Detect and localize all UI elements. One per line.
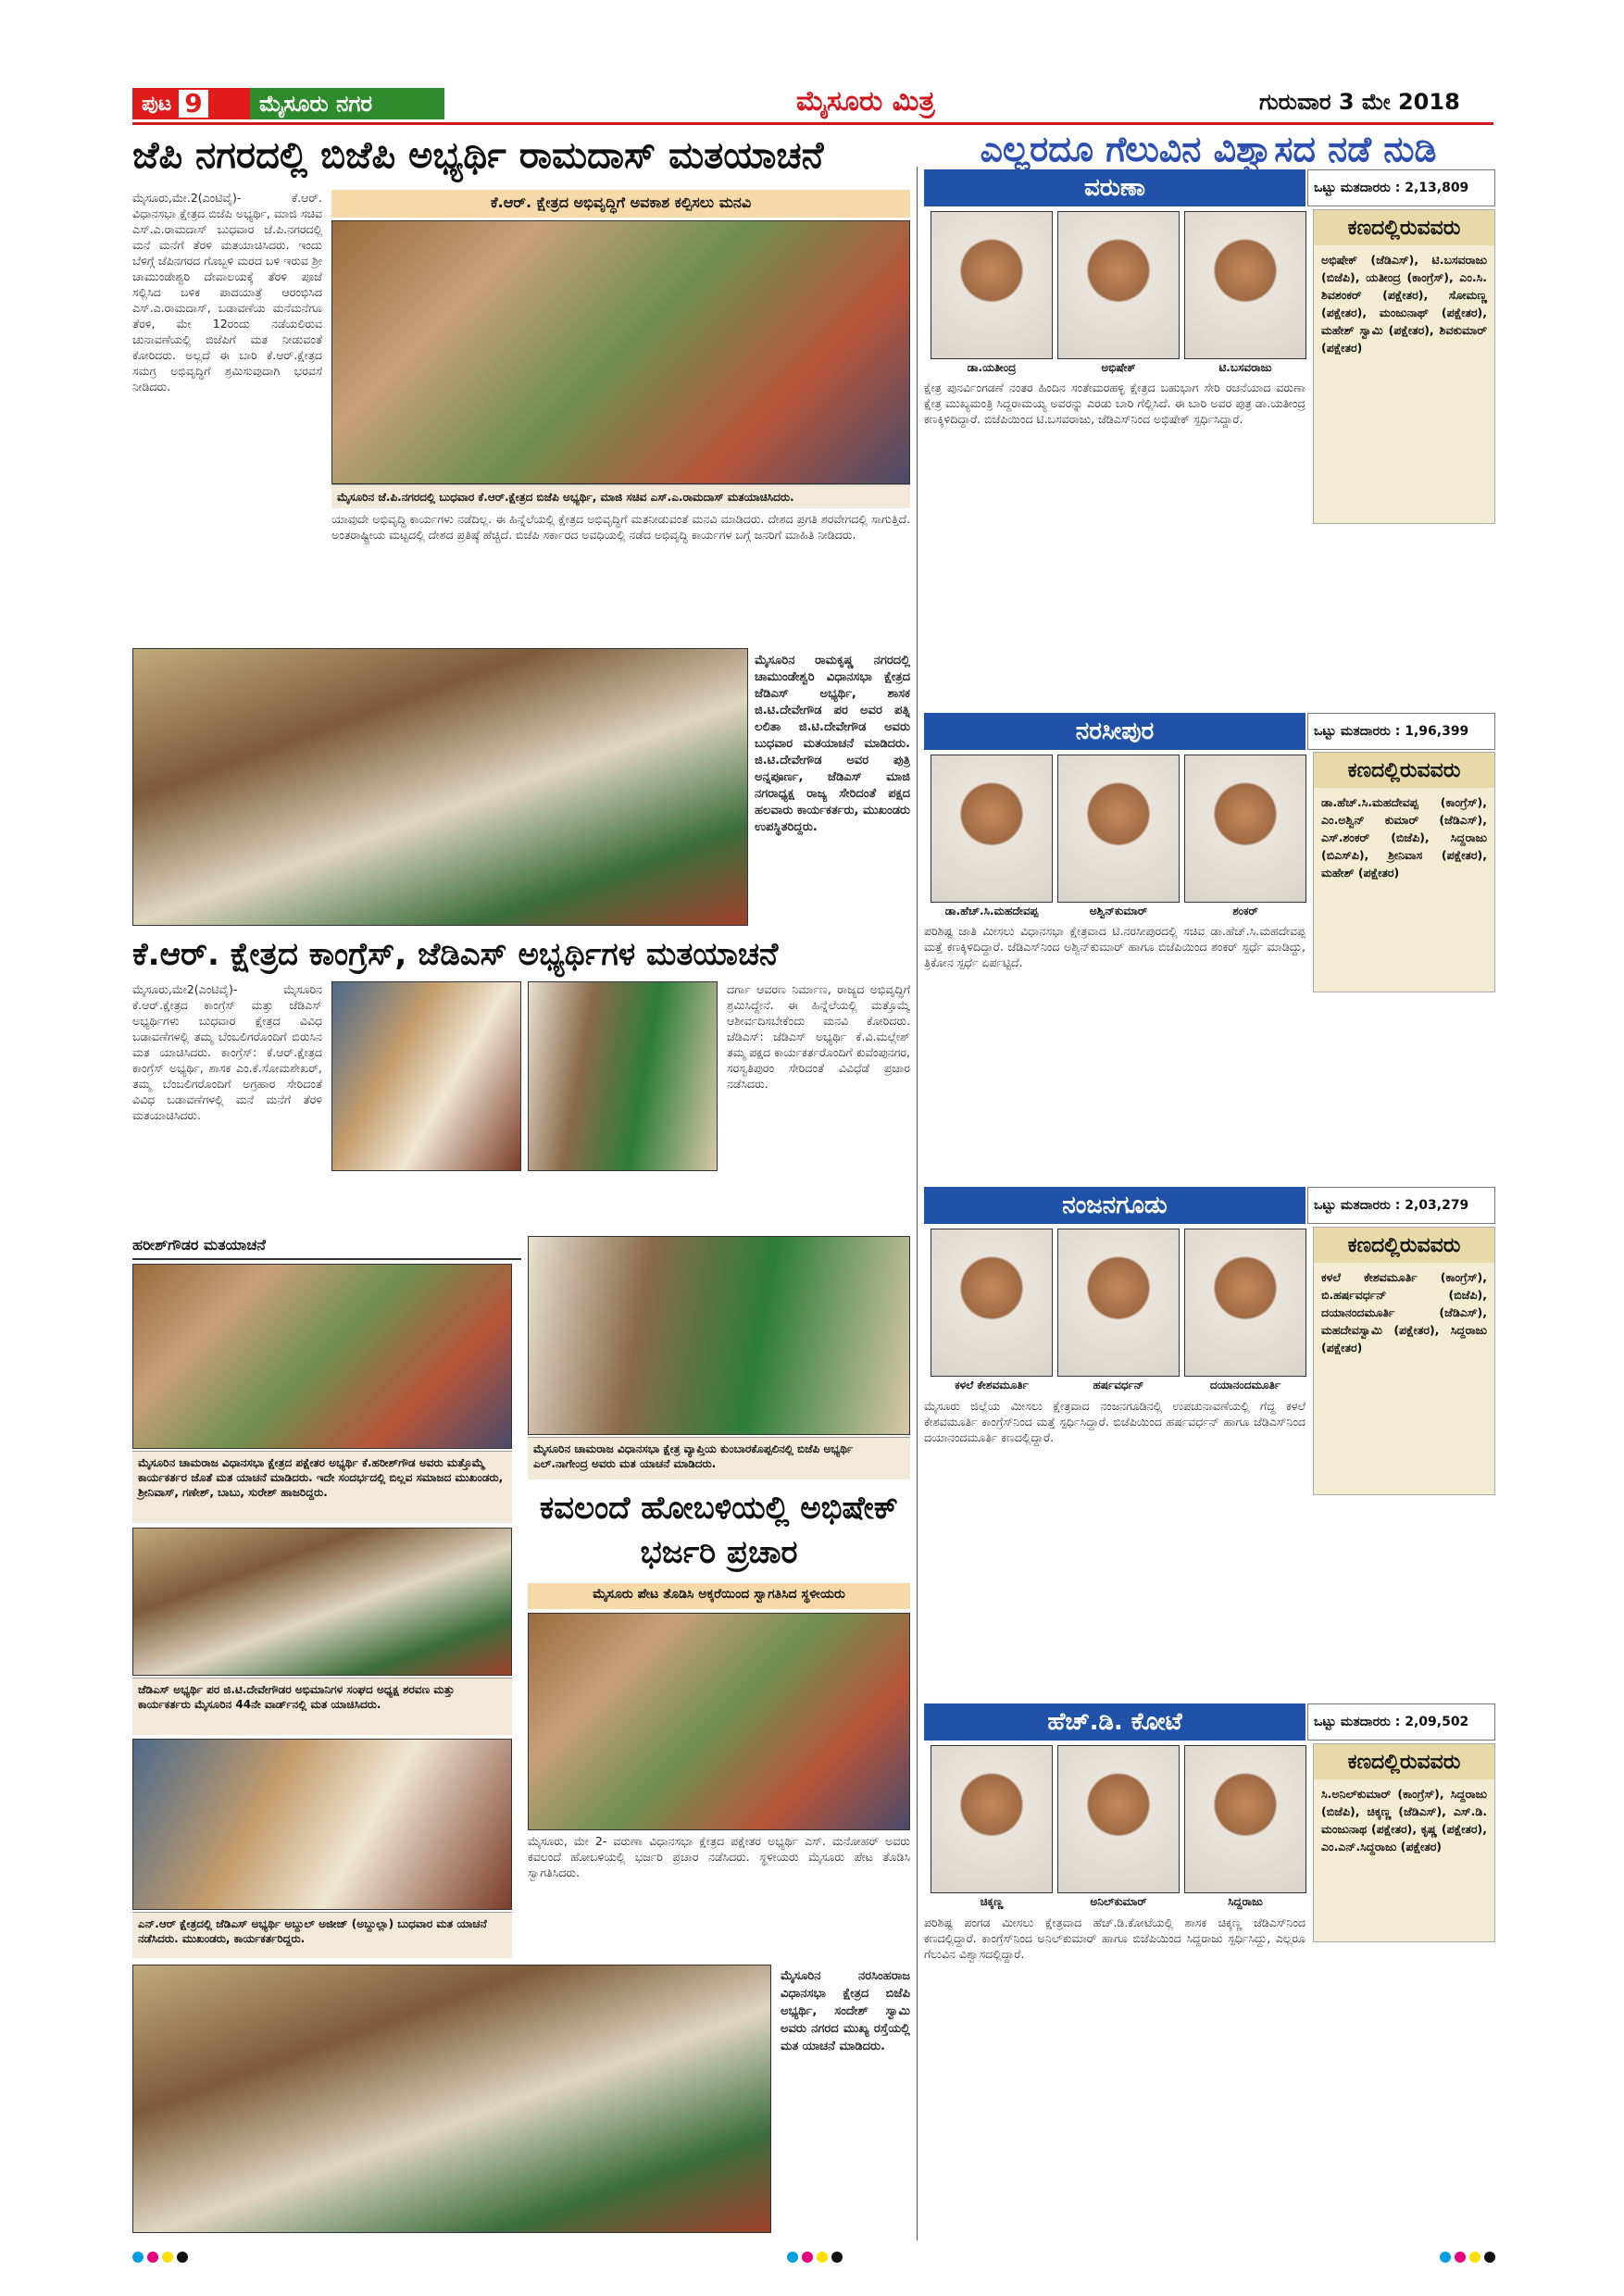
candidate-name: ಟಿ.ಬಸವರಾಜು [1218,361,1272,374]
voter-count-nanjangud: ಒಟ್ಟು ಮತದಾರರು : 2,03,279 [1307,1187,1495,1224]
contestants-heading: ಕಣದಲ್ಲಿರುವವರು [1314,1228,1494,1263]
candidate-name: ಅಶ್ವಿನ್‌ಕುಮಾರ್ [1089,905,1148,917]
section-title: ಮೈಸೂರು ನಗರ [250,88,444,119]
contestants-list: ಕಳಲೆ ಕೇಶವಮೂರ್ತಿ (ಕಾಂಗ್ರೆಸ್), ಬಿ.ಹರ್ಷವರ್ಧನ್ (ಬಿಜೆಪಿ), ದಯಾನಂದಮೂರ್ತಿ (ಜೆಡಿಎಸ್), ಮಹದೇವಸ್ವಾಮಿ (ಪಕ್ಷೇತರ), ಸಿದ್ದರಾಜು (ಪಕ್ಷೇತರ) [1321,1270,1487,1354]
voter-count-varuna: ಒಟ್ಟು ಮತದಾರರು : 2,13,809 [1307,169,1495,206]
candidate-photo [931,755,1053,903]
constituency-text-varuna: ಕ್ಷೇತ್ರ ಪುನರ್ವಿಂಗಡಣೆ ನಂತರ ಹಿಂದಿನ ಸಂತೇಮರಹಳ್ಳಿ ಕ್ಷೇತ್ರದ ಬಹುಭಾಗ ಸೇರಿ ರಚನೆಯಾದ ವರುಣಾ ಕ್ಷೇತ್ರ ಮುಖ್ಯಮಂತ್ರಿ ಸಿದ್ದರಾಮಯ್ಯ ಅವರನ್ನು ಎರಡು ಬಾರಿ ಗೆಲ್ಲಿಸಿದೆ. ಈ ಬಾರಿ ಅವರ ಪುತ್ರ ಡಾ.ಯತೀಂದ್ರ ಕಣಕ್ಕಿಳಿದಿದ್ದಾರೆ. ಬಿಜೆಪಿಯಿಂದ ಟಿ.ಬಸವರಾಜು, ಜೆಡಿಎಸ್‌ನಿಂದ ಅಭಿಷೇಕ್ ಸ್ಪರ್ಧಿಸಿದ್ದಾರೆ. [924,381,1305,426]
page-label: ಪುಟ [142,92,172,116]
main-headline: ಜೆಪಿ ನಗರದಲ್ಲಿ ಬಿಜೆಪಿ ಅಭ್ಯರ್ಥಿ ರಾಮದಾಸ್ ಮತಯಾಚನೆ [132,134,824,177]
candidate-photo [1184,1745,1306,1893]
issue-date: ಗುರುವಾರ 3 ಮೇ 2018 [1259,89,1460,115]
contestants-heading: ಕಣದಲ್ಲಿರುವವರು [1314,210,1494,245]
candidate-photo [1184,211,1306,359]
photo-harish-gowda [132,1264,512,1449]
kr-story-continued: ದರ್ಗಾ ಆವರಣ ನಿರ್ಮಾಣ, ರಾಜ್ಯದ ಅಭಿವೃದ್ಧಿಗೆ ಶ್ರಮಿಸಿದ್ದೇನೆ. ಈ ಹಿನ್ನೆಲೆಯಲ್ಲಿ ಮತ್ತೊಮ್ಮೆ ಆಶೀರ್ವದಿಸಬೇಕೆಂದು ಮನವಿ ಕೋರಿದರು. ಜೆಡಿಎಸ್: ಜೆಡಿಎಸ್ ಅಭ್ಯರ್ಥಿ ಕೆ.ವಿ.ಮಲ್ಲೇಶ್ ತಮ್ಮ ಪಕ್ಷದ ಕಾರ್ಯಕರ್ತರೊಂದಿಗೆ ಕುವೆಂಪುನಗರ, ಸರಸ್ವತಿಪುರಂ ಸೇರಿದಂತೆ ವಿವಿಧೆಡೆ ಪ್ರಚಾರ ನಡೆಸಿದರು. [727,982,910,1091]
registration-marks [1440,2252,1495,2263]
kavalande-story-text: ಮೈಸೂರು, ಮೇ 2- ವರುಣಾ ವಿಧಾನಸಭಾ ಕ್ಷೇತ್ರದ ಪಕ್ಷೇತರ ಅಭ್ಯರ್ಥಿ ಎಸ್. ಮನೋಹರ್ ಅವರು ಕವಲಂದೆ ಹೋಬಳಿಯಲ್ಲಿ ಭರ್ಜರಿ ಪ್ರಚಾರ ನಡೆಸಿದರು. ಸ್ಥಳೀಯರು ಮೈಸೂರು ಪೇಟ ತೊಡಿಸಿ ಸ್ವಾಗತಿಸಿದರು. [528,1834,910,1879]
kavalande-subhead: ಮೈಸೂರು ಪೇಟ ತೊಡಿಸಿ ಅಕ್ಕರೆಯಿಂದ ಸ್ವಾಗತಿಸಿದ ಸ್ಥಳೀಯರು [528,1583,910,1609]
photo-caption: ಜೆಡಿಎಸ್ ಅಭ್ಯರ್ಥಿ ಪರ ಜಿ.ಟಿ.ದೇವೇಗೌಡರ ಅಭಿಮಾನಿಗಳ ಸಂಘದ ಅಧ್ಯಕ್ಷ ಶರವಣ ಮತ್ತು ಕಾರ್ಯಕರ್ತರು ಮೈಸೂರಿನ 44ನೇ ವಾರ್ಡ್‌ನಲ್ಲಿ ಮತ ಯಾಚಿಸಿದರು. [132,1678,512,1735]
photo-jds-campaign [132,648,748,926]
photo-nr-jds-campaign [132,1739,512,1910]
page-number-badge [132,88,251,119]
contestants-list: ಡಾ.ಹೆಚ್.ಸಿ.ಮಹದೇವಪ್ಪ (ಕಾಂಗ್ರೆಸ್), ಎಂ.ಅಶ್ವಿನ್ ಕುಮಾರ್ (ಜೆಡಿಎಸ್), ಎಸ್.ಶಂಕರ್ (ಬಿಜೆಪಿ), ಸಿದ್ದರಾಜು (ಬಿಎಸ್‌ಪಿ), ಶ್ರೀನಿವಾಸ (ಪಕ್ಷೇತರ), ಮಹೇಶ್ (ಪಕ್ಷೇತರ) [1321,795,1487,880]
constituency-text-narasipura: ಪರಿಶಿಷ್ಟ ಜಾತಿ ಮೀಸಲು ವಿಧಾನಸಭಾ ಕ್ಷೇತ್ರವಾದ ಟಿ.ನರಸೀಪುರದಲ್ಲಿ ಸಚಿವ ಡಾ.ಹೆಚ್.ಸಿ.ಮಹದೇವಪ್ಪ ಮತ್ತೆ ಕಣಕ್ಕಿಳಿದಿದ್ದಾರೆ. ಜೆಡಿಎಸ್‌ನಿಂದ ಅಶ್ವಿನ್‌ಕುಮಾರ್ ಹಾಗೂ ಬಿಜೆಪಿಯಿಂದ ಶಂಕರ್ ಸ್ಪರ್ಧೆ ಮಾಡಿದ್ದು, ತ್ರಿಕೋನ ಸ್ಪರ್ಧೆ ಏರ್ಪಟ್ಟಿದೆ. [924,924,1305,969]
photo-caption: ಎನ್.ಆರ್ ಕ್ಷೇತ್ರದಲ್ಲಿ ಜೆಡಿಎಸ್ ಅಭ್ಯರ್ಥಿ ಅಬ್ದುಲ್ ಅಜೀಜ್ (ಅಬ್ದುಲ್ಲಾ) ಬುಧವಾರ ಮತ ಯಾಚನೆ ನಡೆಸಿದರು. ಮುಖಂಡರು, ಕಾರ್ಯಕರ್ತರಿದ್ದರು. [132,1912,512,1958]
column-divider [917,167,918,2240]
contestants-box [1313,752,1495,992]
constituency-header-varuna: ವರುಣಾ [924,169,1305,206]
contestants-box [1313,1743,1495,1942]
candidate-photo [1184,755,1306,903]
kr-story-text: ಮೈಸೂರು,ಮೇ2(ಎಂಟಿವೈ)- ಮೈಸೂರಿನ ಕೆ.ಆರ್.ಕ್ಷೇತ್ರದ ಕಾಂಗ್ರೆಸ್ ಮತ್ತು ಜೆಡಿಎಸ್ ಅಭ್ಯರ್ಥಿಗಳು ಬುಧವಾರ ಕ್ಷೇತ್ರದ ವಿವಿಧ ಬಡಾವಣೆಗಳಲ್ಲಿ ತಮ್ಮ ಬೆಂಬಲಿಗರೊಂದಿಗೆ ಬಿರುಸಿನ ಮತ ಯಾಚಿಸಿದರು. ಕಾಂಗ್ರೆಸ್: ಕೆ.ಆರ್.ಕ್ಷೇತ್ರದ ಕಾಂಗ್ರೆಸ್ ಅಭ್ಯರ್ಥಿ, ಶಾಸಕ ಎಂ.ಕೆ.ಸೋಮಶೇಖರ್, ತಮ್ಮ ಬೆಂಬಲಿಗರೊಂದಿಗೆ ಅಗ್ರಹಾರ ಸೇರಿದಂತೆ ವಿವಿಧ ಬಡಾವಣೆಗಳಲ್ಲಿ ಮನೆ ಮನೆಗೆ ತೆರಳಿ ಮತಯಾಚಿಸಿದರು. [132,982,322,1122]
candidate-photo [1057,1745,1180,1893]
voter-count-hdkote: ಒಟ್ಟು ಮತದಾರರು : 2,09,502 [1307,1703,1495,1741]
photo-caption: ಮೈಸೂರಿನ ಚಾಮರಾಜ ವಿಧಾನಸಭಾ ಕ್ಷೇತ್ರದ ಪಕ್ಷೇತರ ಅಭ್ಯರ್ಥಿ ಕೆ.ಹರೀಶ್‌ಗೌಡ ಅವರು ಮತ್ತೊಮ್ಮೆ ಕಾರ್ಯಕರ್ತರ ಜೊತೆ ಮತ ಯಾಚನೆ ಮಾಡಿದರು. ಇದೇ ಸಂದರ್ಭದಲ್ಲಿ ಬಿಲ್ಲವ ಸಮಾಜದ ಮುಖಂಡರು, ಶ್ರೀನಿವಾಸ್, ಗಣೇಶ್, ಬಾಬು, ಸುರೇಶ್ ಹಾಜರಿದ್ದರು. [132,1451,512,1523]
photo-nr-bjp-rally [132,1965,771,2233]
constituency-text-hdkote: ಪರಿಶಿಷ್ಟ ಪಂಗಡ ಮೀಸಲು ಕ್ಷೇತ್ರವಾದ ಹೆಚ್.ಡಿ.ಕೋಟೆಯಲ್ಲಿ ಶಾಸಕ ಚಿಕ್ಕಣ್ಣ ಜೆಡಿಎಸ್‌ನಿಂದ ಕಣದಲ್ಲಿದ್ದಾರೆ. ಕಾಂಗ್ರೆಸ್‌ನಿಂದ ಅನಿಲ್‌ಕುಮಾರ್ ಹಾಗೂ ಬಿಜೆಪಿಯಿಂದ ಸಿದ್ದರಾಜು ಸ್ಪರ್ಧಿಸಿದ್ದು, ಎಲ್ಲರೂ ಗೆಲುವಿನ ವಿಶ್ವಾಸದಲ್ಲಿದ್ದಾರೆ. [924,1915,1305,1961]
kavalande-headline: ಕವಲಂದೆ ಹೋಬಳಿಯಲ್ಲಿ ಅಭಿಷೇಕ್ ಭರ್ಜರಿ ಪ್ರಚಾರ [539,1490,899,1571]
lead-story-text: ಮೈಸೂರು,ಮೇ.2(ಎಂಟಿವೈ)- ಕೆ.ಆರ್. ವಿಧಾನಸಭಾ ಕ್ಷೇತ್ರದ ಬಿಜೆಪಿ ಅಭ್ಯರ್ಥಿ, ಮಾಜಿ ಸಚಿವ ಎಸ್.ಎ.ರಾಮದಾಸ್ ಬುಧವಾರ ಜೆ.ಪಿ.ನಗರದಲ್ಲಿ ಮನೆ ಮನೆಗೆ ತೆರಳಿ ಮತಯಾಚಿಸಿದರು. ಇಂದು ಬೆಳಿಗ್ಗೆ ಜೆಪಿನಗರದ ಗೊಬ್ಬಳಿ ಮರದ ಬಳಿ ಇರುವ ಶ್ರೀ ಚಾಮುಂಡೇಶ್ವರಿ ದೇವಾಲಯಕ್ಕೆ ತೆರಳಿ ಪೂಜೆ ಸಲ್ಲಿಸಿದ ಬಳಿಕ ಪಾದಯಾತ್ರೆ ಆರಂಭಿಸಿದ ಎಸ್.ಎ.ರಾಮದಾಸ್, ಬಡಾವಣೆಯ ಮನೆಮನೆಗೂ ತೆರಳಿ, ಮೇ 12ರಂದು ನಡೆಯಲಿರುವ ಚುನಾವಣೆಯಲ್ಲಿ ಬಿಜೆಪಿಗೆ ಮತ ನೀಡುವಂತೆ ಕೋರಿದರು. ಅಲ್ಲದೆ ಈ ಬಾರಿ ಕೆ.ಆರ್.ಕ್ಷೇತ್ರದ ಸಮಗ್ರ ಅಭಿವೃದ್ಧಿಗೆ ಶ್ರಮಿಸುವುದಾಗಿ ಭರವಸೆ ನೀಡಿದರು. [132,191,322,393]
candidate-photo [931,1229,1053,1377]
photo-gt-devegowda-fans [132,1528,512,1676]
contestants-list: ಸಿ.ಅನಿಲ್‌ಕುಮಾರ್ (ಕಾಂಗ್ರೆಸ್), ಸಿದ್ದರಾಜು (ಬಿಜೆಪಿ), ಚಿಕ್ಕಣ್ಣ (ಜೆಡಿಎಸ್), ಎಸ್.ಡಿ. ಮಂಜುನಾಥ (ಪಕ್ಷೇತರ), ಕೃಷ್ಣ (ಪಕ್ಷೇತರ), ಎಂ.ಎನ್.ಸಿದ್ದರಾಜು (ಪಕ್ಷೇತರ) [1321,1787,1487,1853]
contestants-box [1313,209,1495,524]
lead-story-continued: ಯಾವುದೇ ಅಭಿವೃದ್ಧಿ ಕಾರ್ಯಗಳು ನಡೆದಿಲ್ಲ. ಈ ಹಿನ್ನೆಲೆಯಲ್ಲಿ ಕ್ಷೇತ್ರದ ಅಭಿವೃದ್ಧಿಗೆ ಮತನೀಡುವಂತೆ ಮನವಿ ಮಾಡಿದರು. ದೇಶದ ಪ್ರಗತಿ ಶರವೇಗದಲ್ಲಿ ಸಾಗುತ್ತಿದೆ. ಅಂತರಾಷ್ಟ್ರೀಯ ಮಟ್ಟದಲ್ಲಿ ದೇಶದ ಪ್ರತಿಷ್ಠೆ ಹೆಚ್ಚಿದೆ. ಬಿಜೆಪಿ ಸರ್ಕಾರದ ಅವಧಿಯಲ್ಲಿ ನಡೆದ ಅಭಿವೃದ್ಧಿ ಕಾರ್ಯಗಳ ಬಗ್ಗೆ ಜನರಿಗೆ ಮಾಹಿತಿ ನೀಡಿದರು. [331,512,910,542]
registration-marks [132,2252,188,2263]
photo-caption: ಮೈಸೂರಿನ ರಾಮಕೃಷ್ಣ ನಗರದಲ್ಲಿ ಚಾಮುಂಡೇಶ್ವರಿ ವಿಧಾನಸಭಾ ಕ್ಷೇತ್ರದ ಜೆಡಿಎಸ್ ಅಭ್ಯರ್ಥಿ, ಶಾಸಕ ಜಿ.ಟಿ.ದೇವೇಗೌಡ ಪರ ಅವರ ಪತ್ನಿ ಲಲಿತಾ ಜಿ.ಟಿ.ದೇವೇಗೌಡ ಅವರು ಬುಧವಾರ ಮತಯಾಚನೆ ಮಾಡಿದರು. ಜಿ.ಟಿ.ದೇವೇಗೌಡ ಅವರ ಪುತ್ರಿ ಅನ್ನಪೂರ್ಣ, ಜೆಡಿಎಸ್ ಮಾಜಿ ನಗರಾಧ್ಯಕ್ಷ ರಾಜ್ಯ ಸೇರಿದಂತೆ ಪಕ್ಷದ ಹಲವಾರು ಕಾರ್ಯಕರ್ತರು, ಮುಖಂಡರು ಉಪಸ್ಥಿತರಿದ್ದರು. [755,654,910,834]
photo-caption: ಮೈಸೂರಿನ ಚಾಮರಾಜ ವಿಧಾನಸಭಾ ಕ್ಷೇತ್ರ ವ್ಯಾಪ್ತಿಯ ಕುಂಬಾರಕೊಪ್ಪಲಿನಲ್ಲಿ ಬಿಜೆಪಿ ಅಭ್ಯರ್ಥಿ ಎಲ್.ನಾಗೇಂದ್ರ ಅವರು ಮತ ಯಾಚನೆ ಮಾಡಿದರು. [528,1437,910,1479]
candidate-photo [1057,211,1180,359]
candidate-name: ಡಾ.ಹೆಚ್.ಸಿ.ಮಹದೇವಪ್ಪ [944,905,1039,917]
candidate-name: ಅನಿಲ್‌ಕುಮಾರ್ [1090,1895,1147,1908]
candidate-name: ಹರ್ಷವರ್ಧನ್ [1093,1379,1144,1391]
photo-caption: ಮೈಸೂರಿನ ನರಸಿಂಹರಾಜ ವಿಧಾನಸಭಾ ಕ್ಷೇತ್ರದ ಬಿಜೆಪಿ ಅಭ್ಯರ್ಥಿ, ಸಂದೇಶ್ ಸ್ವಾಮಿ ಅವರು ನಗರದ ಮುಖ್ಯ ರಸ್ತೆಯಲ್ಲಿ ಮತ ಯಾಚನೆ ಮಾಡಿದರು. [781,1969,910,2053]
candidate-name: ಕಳಲೆ ಕೇಶವಮೂರ್ತಿ [955,1379,1029,1391]
right-headline: ಎಲ್ಲರದೂ ಗೆಲುವಿನ ವಿಶ್ವಾಸದ ನಡೆ ನುಡಿ [980,129,1437,169]
constituency-header-hdkote: ಹೆಚ್.ಡಿ. ಕೋಟೆ [924,1703,1305,1741]
candidate-name: ಚಿಕ್ಕಣ್ಣ [980,1895,1004,1908]
candidate-photo [1057,755,1180,903]
voter-count-narasipura: ಒಟ್ಟು ಮತದಾರರು : 1,96,399 [1307,713,1495,750]
contestants-box [1313,1227,1495,1495]
candidate-name: ಅಭಿಷೇಕ್ [1101,361,1136,374]
candidate-name: ಶಂಕರ್ [1232,905,1258,917]
photo-ramdas-campaign [331,220,910,484]
contestants-list: ಅಭಿಷೇಕ್ (ಜೆಡಿಎಸ್), ಟಿ.ಬಸವರಾಜು (ಬಿಜೆಪಿ), ಯತೀಂದ್ರ (ಕಾಂಗ್ರೆಸ್), ಎಂ.ಸಿ. ಶಿವಶಂಕರ್ (ಪಕ್ಷೇತರ), ಸೋಮಣ್ಣ (ಪಕ್ಷೇತರ), ಮಂಜುನಾಥ್ (ಪಕ್ಷೇತರ), ಮಹೇಶ್ ಸ್ವಾಮಿ (ಪಕ್ಷೇತರ), ಶಿವಕುಮಾರ್ (ಪಕ್ಷೇತರ) [1321,253,1487,355]
lead-subhead: ಕೆ.ಆರ್. ಕ್ಷೇತ್ರದ ಅಭಿವೃದ್ಧಿಗೆ ಅವಕಾಶ ಕಲ್ಪಿಸಲು ಮನವಿ [331,190,910,218]
page-number: 9 [179,90,207,118]
constituency-header-narasipura: ನರಸೀಪುರ [924,713,1305,750]
candidate-photo [1057,1229,1180,1377]
photo-abhishek-campaign [528,1613,910,1830]
photo-congress-campaign [331,981,521,1171]
candidate-name: ಸಿದ್ದರಾಜು [1228,1895,1263,1908]
registration-marks [787,2252,843,2263]
constituency-header-nanjangud: ನಂಜನಗೂಡು [924,1187,1305,1224]
contestants-heading: ಕಣದಲ್ಲಿರುವವರು [1314,753,1494,788]
constituency-text-nanjangud: ಮೈಸೂರು ಜಿಲ್ಲೆಯ ಮೀಸಲು ಕ್ಷೇತ್ರವಾದ ನಂಜನಗೂಡಿನಲ್ಲಿ ಉಪಚುನಾವಣೆಯಲ್ಲಿ ಗೆದ್ದ ಕಳಲೆ ಕೇಶವಮೂರ್ತಿ ಕಾಂಗ್ರೆಸ್‌ನಿಂದ ಮತ್ತೆ ಸ್ಪರ್ಧಿಸಿದ್ದಾರೆ. ಬಿಜೆಪಿಯಿಂದ ಹರ್ಷವರ್ಧನ್ ಹಾಗೂ ಜೆಡಿಎಸ್‌ನಿಂದ ದಯಾನಂದಮೂರ್ತಿ ಕಣದಲ್ಲಿದ್ದಾರೆ. [924,1399,1305,1444]
newspaper-logo: ಮೈಸೂರು ಮಿತ್ರ [796,85,935,118]
kr-headline: ಕೆ.ಆರ್. ಕ್ಷೇತ್ರದ ಕಾಂಗ್ರೆಸ್, ಜೆಡಿಎಸ್ ಅಭ್ಯರ್ಥಿಗಳ ಮತಯಾಚನೆ [132,936,779,973]
harish-strip: ಹರೀಶ್‌ಗೌಡರ ಮತಯಾಚನೆ [132,1236,521,1260]
candidate-photo [931,211,1053,359]
photo-caption: ಮೈಸೂರಿನ ಜೆ.ಪಿ.ನಗರದಲ್ಲಿ ಬುಧವಾರ ಕೆ.ಆರ್.ಕ್ಷೇತ್ರದ ಬಿಜೆಪಿ ಅಭ್ಯರ್ಥಿ, ಮಾಜಿ ಸಚಿವ ಎಸ್.ಎ.ರಾಮದಾಸ್ ಮತಯಾಚಿಸಿದರು. [331,484,910,508]
contestants-heading: ಕಣದಲ್ಲಿರುವವರು [1314,1744,1494,1779]
candidate-photo [931,1745,1053,1893]
candidate-photo [1184,1229,1306,1377]
candidate-name: ದಯಾನಂದಮೂರ್ತಿ [1209,1379,1281,1391]
candidate-name: ಡಾ.ಯತೀಂದ್ರ [967,361,1017,374]
photo-nagendra-campaign [528,1236,910,1435]
photo-jds-kr-campaign [528,981,718,1171]
